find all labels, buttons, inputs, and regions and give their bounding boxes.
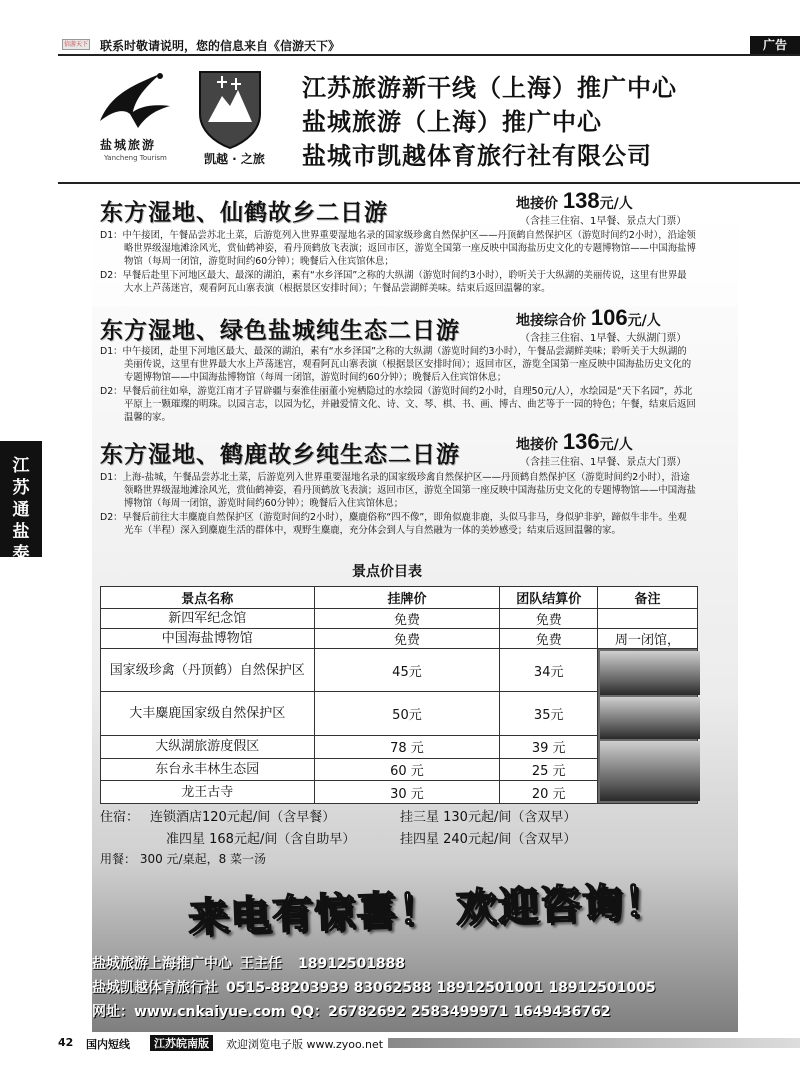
itinerary-day: D1：中午接团，午餐品尝苏北土菜，后游览列入世界重要湿地名录的国家级珍禽自然保护区——丹顶鹤自然保护区（游览时间约2小时），沿途领略世界级湿地滩涂风光，赏仙鹤神姿，看丹顶鹤放飞表演；返回市区，游览全国第一座反映中国海盐历史文化的专题博物馆——中国海盐博物馆（每周一闭馆，游览时间约60分钟）；晚餐后入住宾馆休息； xyxy=(100,230,696,268)
price-table-title: 景点价目表 xyxy=(352,564,422,580)
package-price-note-1: （含挂三住宿、1早餐、景点大门票） xyxy=(520,216,687,227)
group-price: 免费 xyxy=(500,629,598,649)
list-price: 免费 xyxy=(314,629,500,649)
list-price: 30 元 xyxy=(314,781,500,804)
itinerary-day: D2：早餐后赴里下河地区最大、最深的湖泊，素有“水乡泽国”之称的大纵湖（游览时间约3小时），聆听关于大纵湖的美丽传说，这里有世界最大水上芦荡迷宫，观看阿瓦山寨表演（根据景区安排时间）；午餐品尝湖鲜美味。结束后返回温馨的家。 xyxy=(100,269,687,294)
contact-line-2: 盐城凯越体育旅行社 0515-88203939 83062588 18912501001 18912501005 xyxy=(92,980,656,996)
column-header: 备注 xyxy=(598,587,698,609)
lake-birds-photo xyxy=(600,741,700,801)
package-title-1: 东方湿地、仙鹤故乡二日游 xyxy=(100,200,388,226)
list-price: 78 元 xyxy=(314,735,500,758)
column-header: 挂牌价 xyxy=(314,587,500,609)
table-row xyxy=(101,629,698,649)
package-price-note-3: （含挂三住宿、1早餐、景点大门票） xyxy=(520,457,687,468)
column-header: 景点名称 xyxy=(101,587,315,609)
list-price: 50元 xyxy=(314,692,500,735)
group-price: 20 元 xyxy=(500,781,598,804)
spot-name: 大纵湖旅游度假区 xyxy=(101,735,315,758)
table-row xyxy=(101,649,698,692)
spot-name: 东台永丰林生态园 xyxy=(101,758,315,781)
package-price-note-2: （含挂三住宿、1早餐、大纵湖门票） xyxy=(520,333,687,344)
package-price-2: 地接综合价 106元/人 xyxy=(516,305,661,330)
top-bar xyxy=(58,34,800,56)
source-notice: 联系时敬请说明，您的信息来自《信游天下》 xyxy=(100,39,341,53)
attraction-price-table xyxy=(100,586,698,804)
deer-photo xyxy=(600,697,700,739)
advertisement-badge: 广告 xyxy=(750,36,800,54)
logo-caption: 凯越 · 之旅 xyxy=(204,152,265,166)
crane-logo-icon xyxy=(90,66,180,136)
page-footer xyxy=(0,1034,800,1051)
table-row xyxy=(101,609,698,629)
hotel-option: 连锁酒店120元起/间（含早餐） xyxy=(150,810,336,825)
edition-badge: 江苏皖南版 xyxy=(150,1035,213,1051)
logo-subtitle: Yancheng Tourism xyxy=(104,154,167,162)
accommodation-label: 住宿： xyxy=(100,810,140,825)
group-price: 免费 xyxy=(500,609,598,629)
list-price: 免费 xyxy=(314,609,500,629)
spot-name: 大丰麋鹿国家级自然保护区 xyxy=(101,692,315,735)
website-link[interactable]: 欢迎浏览电子版 www.zyoo.net xyxy=(226,1038,384,1051)
package-title-2: 东方湿地、绿色盐城纯生态二日游 xyxy=(100,318,460,344)
group-price: 34元 xyxy=(500,649,598,692)
mini-brand-logo: 信游天下 xyxy=(63,41,88,48)
yancheng-tourism-logo xyxy=(90,66,180,176)
contact-line-1: 盐城旅游上海推广中心 王主任 18912501888 xyxy=(92,956,406,972)
package-itinerary-2 xyxy=(100,345,696,424)
spot-name: 新四军纪念馆 xyxy=(101,609,315,629)
kaiyue-badge-logo xyxy=(190,66,280,176)
package-title-3: 东方湿地、鹤鹿故乡纯生态二日游 xyxy=(100,442,460,468)
region-side-tab: 江苏通盐泰 xyxy=(0,441,42,557)
spot-name: 中国海盐博物馆 xyxy=(101,629,315,649)
section-name: 国内短线 xyxy=(86,1038,130,1051)
table-header-row xyxy=(101,587,698,609)
hotel-option: 挂三星 130元起/间（含双早） xyxy=(400,810,577,825)
header-divider xyxy=(58,182,800,184)
group-price: 25 元 xyxy=(500,758,598,781)
package-price-1: 地接价 138元/人 xyxy=(516,188,633,213)
wildlife-photo-panel xyxy=(598,649,698,804)
group-price: 39 元 xyxy=(500,735,598,758)
package-price-3: 地接价 136元/人 xyxy=(516,429,633,454)
agency-name-2: 盐城旅游（上海）推广中心 xyxy=(302,108,602,136)
call-to-action-banner: 来电有惊喜！ 欢迎咨询！ xyxy=(187,877,667,942)
list-price: 45元 xyxy=(314,649,500,692)
note-cell xyxy=(598,609,698,629)
footer-gradient-bar xyxy=(388,1038,800,1048)
itinerary-day: D2：早餐后前往如皋，游览江南才子冒辟疆与秦淮佳丽董小宛栖隐过的水绘园（游览时间约2小时，自理50元/人），水绘园是“天下名园”，苏北平原上一颗璀璨的明珠。以园言志，以园为忆，并融爱情文化、诗、文、琴、棋、书、画、博古、曲艺等于一园的特色；午餐，结束后返回温馨的家。 xyxy=(100,385,696,424)
logo-caption: 盐城旅游 xyxy=(100,138,157,152)
agency-name-1: 江苏旅游新干线（上海）推广中心 xyxy=(302,74,677,102)
hotel-option: 挂四星 240元起/间（含双早） xyxy=(400,832,577,847)
spot-name: 龙王古寺 xyxy=(101,781,315,804)
package-itinerary-3 xyxy=(100,471,696,537)
crane-photo xyxy=(600,651,700,695)
list-price: 60 元 xyxy=(314,758,500,781)
spot-name: 国家级珍禽（丹顶鹤）自然保护区 xyxy=(101,649,315,692)
shield-badge-icon xyxy=(190,66,270,150)
itinerary-day: D2：早餐后前往大丰麋鹿自然保护区（游览时间约2小时），麋鹿俗称“四不像”，即角似鹿非鹿，头似马非马，身似驴非驴，蹄似牛非牛。坐观光车（半程）深入到麋鹿生活的群体中，观野生麋鹿，充分体会到人与自然融为一体的美妙感受；结束后返回温馨的家。 xyxy=(100,511,687,536)
group-price: 35元 xyxy=(500,692,598,735)
column-header: 团队结算价 xyxy=(500,587,598,609)
note-cell: 周一闭馆， xyxy=(598,629,698,649)
itinerary-day: D1：上海-盐城，午餐品尝苏北土菜，后游览列入世界重要湿地名录的国家级珍禽自然保护区——丹顶鹤自然保护区（游览时间约2小时），沿途领略世界级湿地滩涂风光，赏仙鹤神姿，看丹顶鹤放飞表演；返回市区，游览全国第一座反映中国海盐历史文化的专题博物馆——中国海盐博物馆（每周一闭馆，游览时间约60分钟）；晚餐后入住宾馆休息； xyxy=(100,472,696,510)
page-number: 42 xyxy=(58,1036,74,1049)
agency-name-3: 盐城市凯越体育旅行社有限公司 xyxy=(302,142,652,170)
meal-info: 用餐： 300 元/桌起，8 菜一汤 xyxy=(100,852,267,866)
package-itinerary-1 xyxy=(100,229,696,295)
contact-line-3: 网址：www.cnkaiyue.com QQ：26782692 2583499971 1649436762 xyxy=(92,1004,611,1020)
itinerary-day: D1：中午接团，赴里下河地区最大、最深的湖泊，素有“水乡泽国”之称的大纵湖（游览时间约3小时），午餐品尝湖鲜美味；聆听关于大纵湖的美丽传说，这里有世界最大水上芦荡迷宫，观看阿瓦山寨表演（根据景区安排时间）；返回市区，游览全国第一座反映中国海盐历史文化的专题博物馆——中国海盐博物馆（每周一闭馆，游览时间约60分钟）；晚餐后入住宾馆休息； xyxy=(100,346,692,384)
hotel-option: 准四星 168元起/间（含自助早） xyxy=(166,832,356,847)
